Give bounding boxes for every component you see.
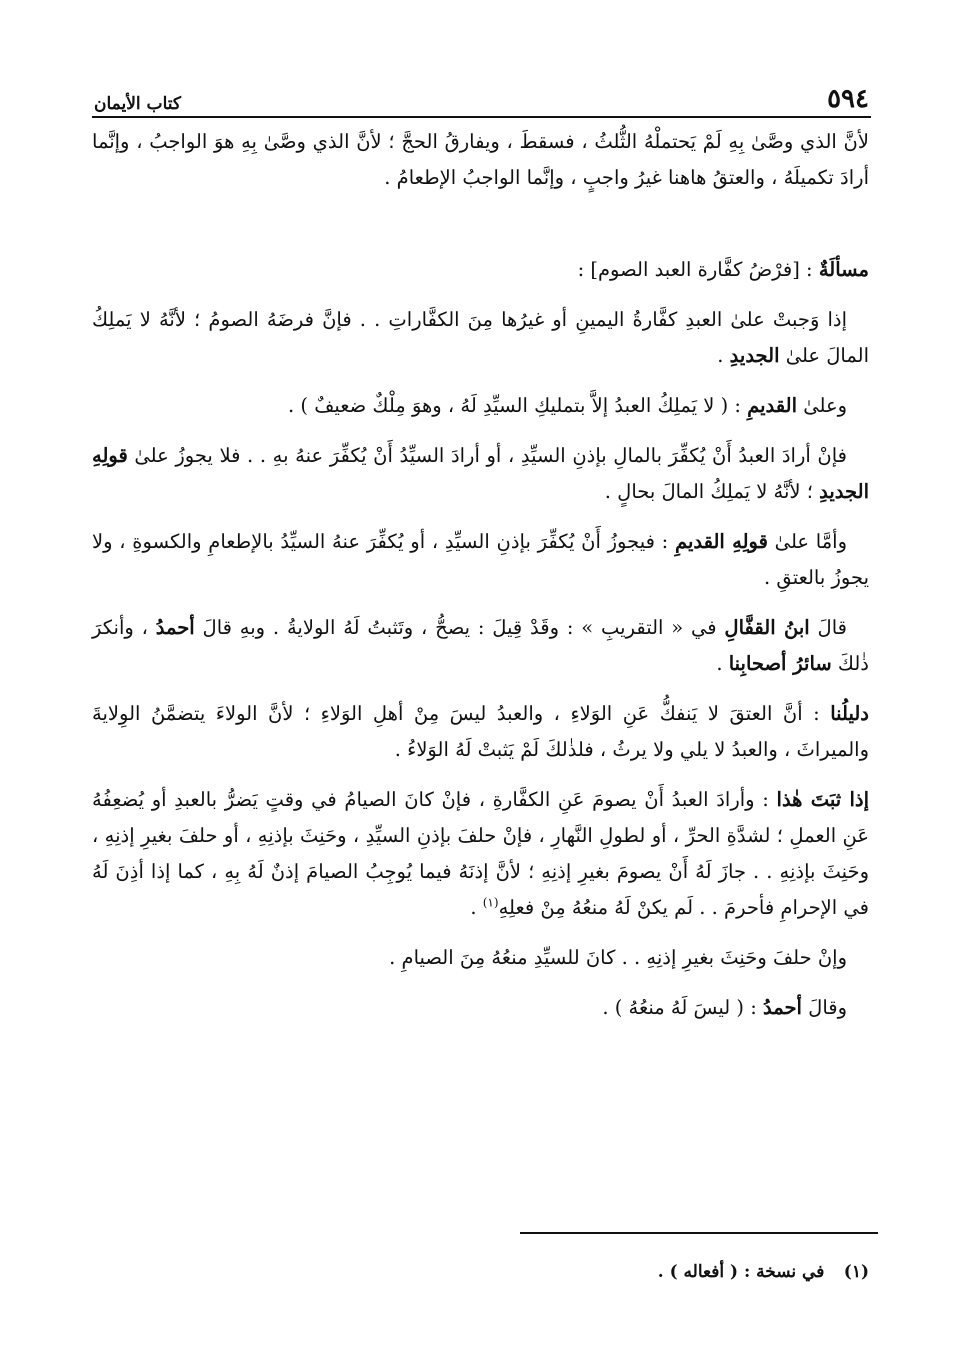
paragraph xyxy=(92,610,869,682)
paragraph xyxy=(92,388,869,424)
text-run: . xyxy=(717,344,730,367)
text-run: فإنْ أرادَ العبدُ أَنْ يُكفِّرَ بالمالِ بإذنِ السيِّدِ ، أو أرادَ السيِّدُ أَنْ يُكفِّرَ عنهُ بهِ . . فلا يجوزُ علىٰ xyxy=(127,444,847,467)
bold-term: ابنُ القفَّالِ xyxy=(724,616,810,639)
book-title: كتاب الأيمان xyxy=(94,94,181,114)
bold-term: أحمدُ xyxy=(762,996,802,1019)
bold-term: أحمدُ xyxy=(155,616,195,639)
paragraph xyxy=(92,524,869,596)
text-run: ، وأنكرَ ذٰلكَ xyxy=(92,616,869,675)
paragraph xyxy=(92,124,869,196)
footnote-text: في نسخة : ( أفعاله ) . xyxy=(657,1262,825,1282)
bold-term: دليلُنا xyxy=(830,702,869,725)
text-run: ؛ لأنَّهُ لا يَملِكُ المالَ بحالٍ . xyxy=(604,480,820,503)
bold-term: قولِهِ القديمِ xyxy=(674,530,768,553)
text-run: إذا وَجبتْ علىٰ العبدِ كفَّارةُ اليمينِ أو غيرُها مِنَ الكفَّاراتِ . . فإنَّ فرضَهُ الصومُ ؛ لأنَّهُ لا يَملِكُ المالَ علىٰ xyxy=(92,308,869,367)
footnote xyxy=(92,1262,869,1282)
paragraph xyxy=(92,696,869,768)
page-header xyxy=(94,78,869,114)
bold-term: إذا ثبَتَ هٰذا xyxy=(776,788,869,811)
text-run: . xyxy=(716,652,729,675)
text-run: : [فرْضُ كفَّارة العبد الصوم] : xyxy=(577,258,819,281)
text-run: قالَ xyxy=(809,616,847,639)
footnote-rule xyxy=(520,1232,878,1234)
footnote-number: (١) xyxy=(843,1262,869,1282)
paragraph xyxy=(92,782,869,926)
bold-term: الجديدِ xyxy=(729,344,780,367)
bold-term: قولِهِ الجديدِ xyxy=(92,444,869,503)
text-run: وأمَّا علىٰ xyxy=(767,530,847,553)
issue-heading xyxy=(92,252,869,288)
text-run: : أنَّ العتقَ لا يَنفكُّ عَنِ الوَلاءِ ، والعبدُ ليسَ مِنْ أهلِ الوَلاءِ ؛ لأنَّ الولاءَ يتضمَّنُ الوِلايةَ والميراثَ ، والعبدُ لا يلي ولا يرثُ ، فلذٰلكَ لَمْ يَثبتْ لَهُ الوَلاءُ . xyxy=(92,702,869,761)
section-gap xyxy=(92,210,869,252)
text-run: : ( ليسَ لَهُ منعُهُ ) . xyxy=(602,996,763,1019)
paragraph xyxy=(92,302,869,374)
bold-term: مسألَةٌ xyxy=(818,258,869,281)
paragraph xyxy=(92,940,869,976)
bold-term: القديمِ xyxy=(747,394,798,417)
text-run: وقالَ xyxy=(801,996,847,1019)
page-number: ٥٩٤ xyxy=(827,84,869,114)
text-run: في « التقريبِ » : وقَدْ قِيلَ : يصحُّ ، وتَثبتُ لَهُ الولايةُ . وبهِ قالَ xyxy=(194,616,725,639)
bold-term: سائرُ أصحابِنا xyxy=(728,652,832,675)
text-run: . xyxy=(470,896,483,919)
text-run: وعلىٰ xyxy=(797,394,847,417)
footnote-ref: (١) xyxy=(482,895,499,910)
header-rule xyxy=(92,116,871,118)
text-run: : ( لا يَملِكُ العبدُ إلاَّ بتمليكِ السيِّدِ لَهُ ، وهوَ مِلْكٌ ضعيفٌ ) . xyxy=(287,394,748,417)
text-run: وإنْ حلفَ وحَنِثَ بغيرِ إذنِهِ . . كانَ للسيِّدِ منعُهُ مِنَ الصيامِ . xyxy=(389,946,847,969)
text-run: : فيجوزُ أَنْ يُكفِّرَ بإذنِ السيِّدِ ، أو يُكفِّرَ عنهُ السيِّدُ بالإطعامِ والكسوةِ ، ولا يجوزُ بالعتقِ . xyxy=(92,530,869,589)
text-run: لأنَّ الذي وصَّىٰ بِهِ لَمْ يَحتملْهُ الثُّلثُ ، فسقطَ ، ويفارقُ الحجَّ ؛ لأنَّ الذي وصَّىٰ بِهِ هوَ الواجبُ ، وإنَّما أرادَ تكميلَهُ ، والعتقُ هاهنا غيرُ واجبٍ ، وإنَّما الواجبُ الإطعامُ . xyxy=(92,130,869,189)
text-run: : وأرادَ العبدُ أَنْ يصومَ عَنِ الكفَّارةِ ، فإنْ كانَ الصيامُ في وقتٍ يَضرُّ بالعبدِ أو يُضعِفُهُ عَنِ العملِ ؛ لشدَّةِ الحرِّ ، أو لطولِ النَّهارِ ، فإنْ حلفَ بإذنِ السيِّدِ ، وحَنِثَ بإذنِهِ ، أو حلفَ بغيرِ إذنِهِ ، وحَنِثَ بإذنِهِ . . جازَ لَهُ أَنْ يصومَ بغيرِ إذنِهِ ؛ لأنَّ إذنَهُ فيما يُوجِبُ الصيامَ إذنٌ لَهُ بِهِ ، كما إذا أذِنَ لَهُ في الإحرامِ فأحرمَ . . لَم يكنْ لَهُ منعُهُ مِنْ فعلِهِ xyxy=(92,788,869,919)
paragraph xyxy=(92,990,869,1026)
body-text xyxy=(92,124,869,1040)
paragraph xyxy=(92,438,869,510)
